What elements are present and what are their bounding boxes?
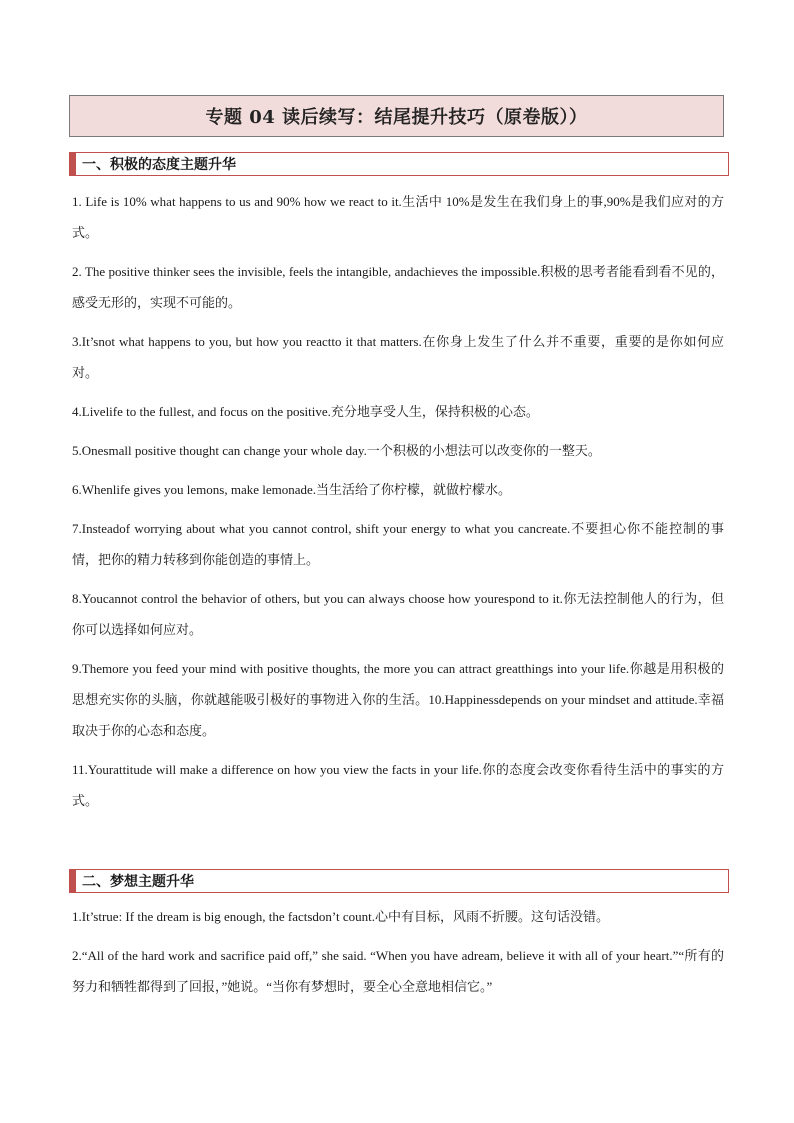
list-item: 6.Whenlife gives you lemons, make lemonade.当生活给了你柠檬，就做柠檬水。	[72, 482, 512, 497]
list-item: 9.Themore you feed your mind with positive thoughts, the more you can attract greatthings into your life.你越是用积极的思想充实你的头脑，你就越能吸引极好的事物进入你的生活。10.Happinessdepends on your mindset and attitude.幸福取决于你的心态和态度。	[72, 661, 724, 738]
list-item: 4.Livelife to the fullest, and focus on the positive.充分地享受人生，保持积极的心态。	[72, 404, 539, 419]
list-item: 11.Yourattitude will make a difference on how you view the facts in your life.你的态度会改变你看待生活中的事实的方式。	[72, 762, 724, 808]
section-header-dream	[69, 869, 729, 893]
list-item: 3.It’snot what happens to you, but how you reactto it that matters.在你身上发生了什么并不重要，重要的是你如何应对。	[72, 334, 724, 380]
section-header-positive-attitude	[69, 152, 729, 176]
list-item: 1. Life is 10% what happens to us and 90% how we react to it.生活中 10%是发生在我们身上的事,90%是我们应对的方式。	[72, 194, 724, 240]
list-item: 1.It’strue: If the dream is big enough, the factsdon’t count.心中有目标，风雨不折腰。这句话没错。	[72, 909, 610, 924]
list-item: 5.Onesmall positive thought can change your whole day.一个积极的小想法可以改变你的一整天。	[72, 443, 601, 458]
section-heading: 二、梦想主题升华	[82, 874, 194, 890]
document-title: 专题 04 读后续写：结尾提升技巧（原卷版））	[205, 107, 588, 128]
list-item: 2.“All of the hard work and sacrifice paid off,” she said. “When you have adream, believe it with all of your heart.”“所有的努力和牺牲都得到了回报，”她说。“当你有梦想时，要全心全意地相信它。”	[72, 948, 724, 994]
list-item: 2. The positive thinker sees the invisible, feels the intangible, andachieves the impossible.积极的思考者能看到看不见的，感受无形的，实现不可能的。	[72, 264, 724, 310]
title-banner	[69, 95, 724, 137]
section-heading: 一、积极的态度主题升华	[82, 157, 236, 173]
list-item: 8.Youcannot control the behavior of others, but you can always choose how yourespond to it.你无法控制他人的行为，但你可以选择如何应对。	[72, 591, 724, 637]
list-item: 7.Insteadof worrying about what you cannot control, shift your energy to what you cancreate.不要担心你不能控制的事情，把你的精力转移到你能创造的事情上。	[72, 521, 724, 567]
